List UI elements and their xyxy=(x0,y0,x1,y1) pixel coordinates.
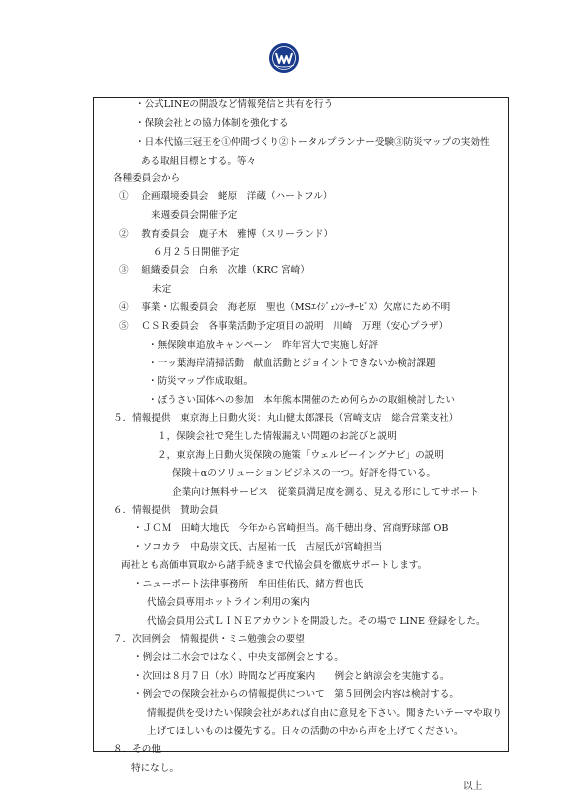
text-line: ・次回は８月７日（水）時間など再度案内 例会と納涼会を実施する。 xyxy=(133,671,450,682)
text-line: ・一ッ葉海岸清掃活動 献血活動とジョイントできないか検討課題 xyxy=(148,358,436,369)
text-line: ③ 組織委員会 白糸 次雄（KRC 宮崎） xyxy=(119,265,310,276)
text-line: ２，東京海上日動火災保険の施策「ウェルビーイングナビ」の説明 xyxy=(157,450,444,461)
text-line: １，保険会社で発生した情報漏えい問題のお詫びと説明 xyxy=(157,431,397,442)
text-line: ・ニューポート法律事務所 牟田佳佑氏、緒方哲也氏 xyxy=(133,579,364,590)
text-line: ② 教育委員会 鹿子木 雅博（スリーランド） xyxy=(119,229,334,240)
text-line: 未定 xyxy=(152,284,172,295)
text-line: ・防災マップ作成取組。 xyxy=(148,376,254,387)
text-line: ５．情報提供 東京海上日動火災：丸山健太郎課長（宮崎支店 総合営業支社） xyxy=(113,413,459,424)
text-line: ・保険会社との協力体制を強化する xyxy=(135,118,289,129)
text-line: ６月２５日開催予定 xyxy=(153,247,240,258)
text-line: 上げてほしいものは優先する。日々の活動の中から声を上げてください。 xyxy=(147,726,464,737)
text-line: 各種委員会から xyxy=(113,173,181,184)
text-line: ７．次回例会 情報提供・ミニ勉強会の要望 xyxy=(113,634,305,645)
text-line: ８．その他 xyxy=(113,744,161,755)
text-line: ６．情報提供 賛助会員 xyxy=(113,505,219,516)
text-line: ・日本代協三冠王を①仲間づくり②トータルプランナー受験③防災マップの実効性 xyxy=(135,137,490,148)
closing-mark: 以上 xyxy=(463,781,483,792)
text-line: ⑤ ＣＳＲ委員会 各事業活動予定項目の説明 川崎 万理（安心プラザ） xyxy=(119,321,449,332)
text-line: 両社とも高価車買取から諸手続きまで代協会員を徹底サポートします。 xyxy=(121,560,428,571)
text-line: ・ＪＣＭ 田崎大地氏 今年から宮崎担当。高千穂出身、宮商野球部 OB xyxy=(133,523,449,534)
text-line: 特になし。 xyxy=(131,763,179,774)
text-line: 代協会員専用ホットライン利用の案内 xyxy=(147,597,310,608)
text-line: ・無保険車追放キャンペーン 昨年宮大で実施し好評 xyxy=(148,340,379,351)
text-line: ・ソコカラ 中島崇文氏、古屋祐一氏 古屋氏が宮崎担当 xyxy=(133,542,383,553)
association-emblem-icon xyxy=(268,42,300,74)
text-line: 来週委員会開催予定 xyxy=(151,210,238,221)
text-line: ・公式LINEの開設など情報発信と共有を行う xyxy=(135,99,334,110)
text-line: 保険＋αのソリューションビジネスの一つ。好評を得ている。 xyxy=(172,468,436,479)
text-line: ・例会での保険会社からの情報提供について 第５回例会内容は検討する。 xyxy=(133,689,459,700)
text-line: 情報提供を受けたい保険会社があれば自由に意見を下さい。聞きたいテーマや取り xyxy=(147,708,502,719)
text-line: 代協会員用公式ＬＩＮＥアカウントを開設した。その場で LINE 登録をした。 xyxy=(147,616,486,627)
text-line: ④ 事業・広報委員会 海老原 聖也（MSｴｲｼﾞｪﾝｼｰｻｰﾋﾞｽ）欠席にため不明 xyxy=(119,302,451,313)
text-line: 企業向け無料サービス 従業員満足度を測る、見える形にしてサポート xyxy=(172,487,479,498)
text-line: ・ぼうさい国体への参加 本年熊本開催のため何らかの取組検討したい xyxy=(148,395,455,406)
text-line: ・例会は二水会ではなく、中央支部例会とする。 xyxy=(133,652,344,663)
text-line: ある取組目標とする。等々 xyxy=(141,156,257,167)
text-line: ① 企画環境委員会 蛯原 洋蔵（ハートフル） xyxy=(119,191,333,202)
